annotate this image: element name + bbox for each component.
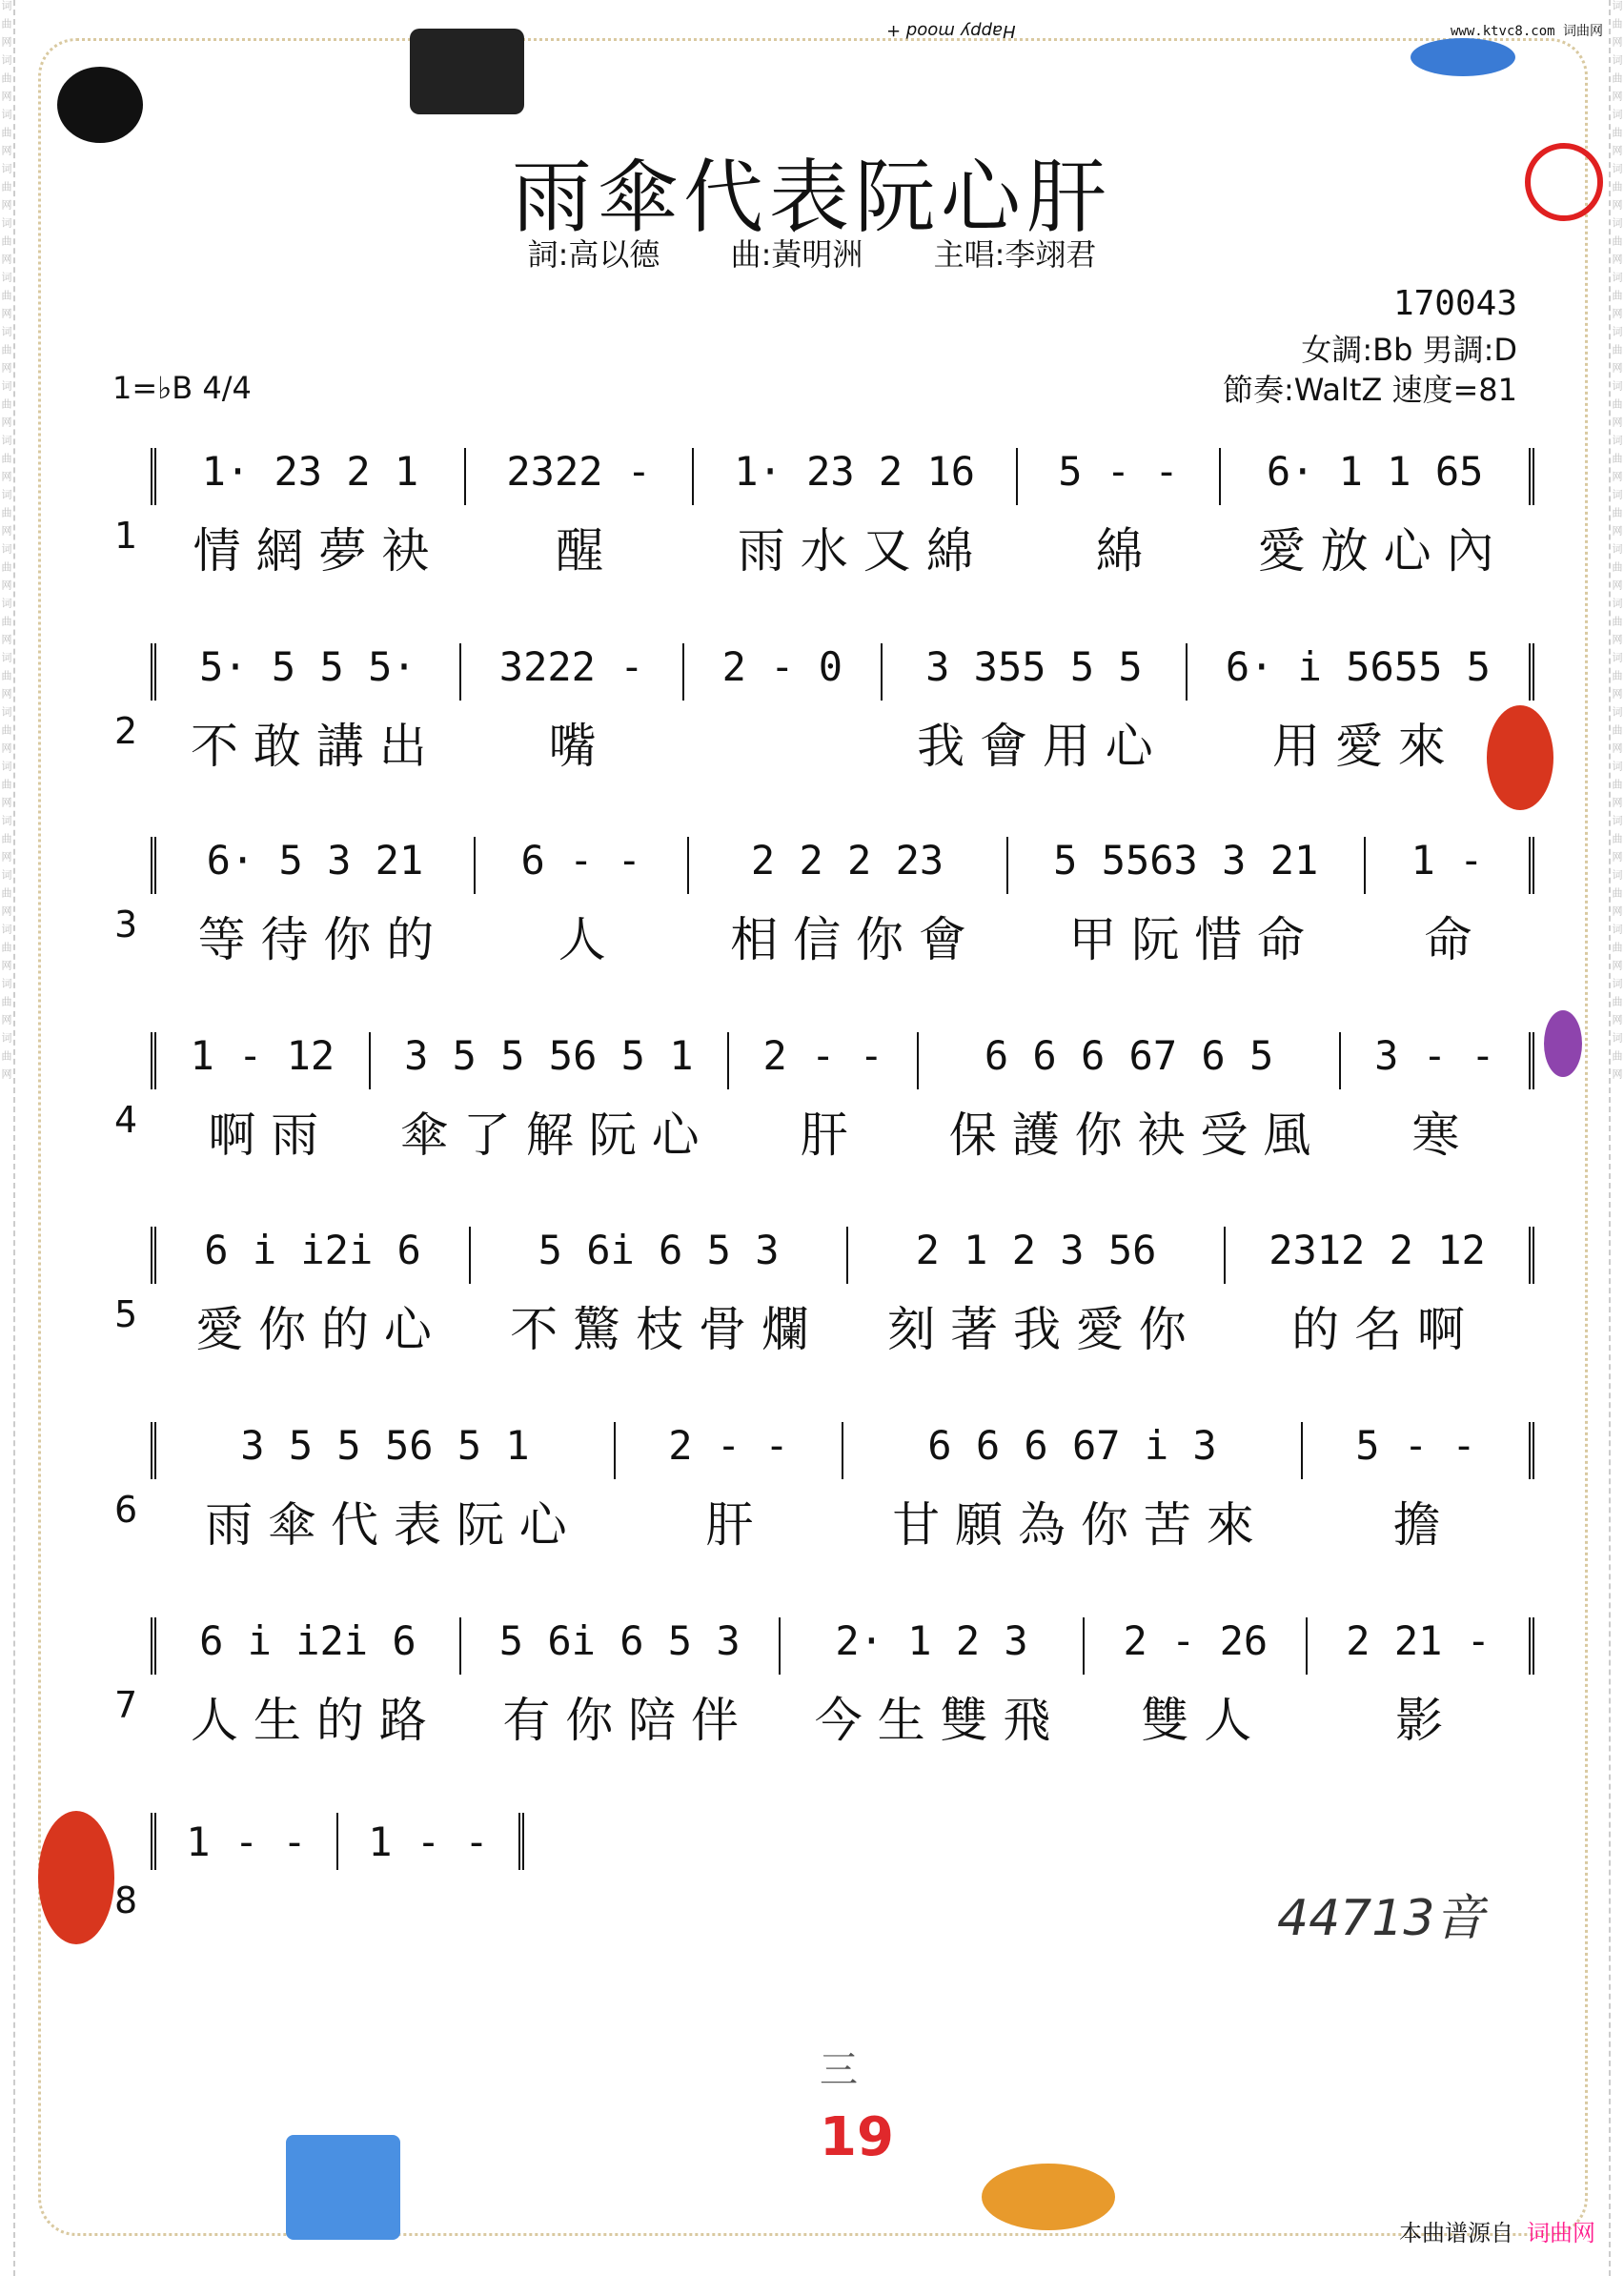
measure-column <box>371 1032 729 1163</box>
lyric-segment: 擔 <box>1392 1497 1441 1553</box>
measure-column <box>156 1032 371 1163</box>
song-title: 雨傘代表阮心肝 <box>511 151 1112 244</box>
measure-column <box>1008 837 1366 967</box>
row-number: 7 <box>114 1684 138 1726</box>
key-signature: 1=♭B 4/4 <box>112 370 252 406</box>
measure: 6 i i2i 6 <box>199 1617 416 1664</box>
measure: 2 1 2 3 56 <box>915 1227 1157 1273</box>
lyric-segment: 肝 <box>800 1108 848 1163</box>
measure: 1 - 12 <box>190 1032 335 1079</box>
measure: 5 6i 6 5 3 <box>538 1227 780 1273</box>
lyric-segment: 命 <box>1424 912 1472 967</box>
measure-column <box>1085 1617 1308 1748</box>
measure: 2 - 0 <box>721 643 842 690</box>
measure-column <box>729 1032 919 1163</box>
measure: 1 - - <box>368 1818 489 1865</box>
measure-column <box>156 1422 616 1553</box>
measure-column <box>684 643 883 701</box>
measure-column <box>848 1227 1226 1357</box>
lyric-segment: 愛 你 的 心 <box>195 1302 432 1357</box>
lyric-segment: 有 你 陪 伴 <box>502 1693 740 1748</box>
measure: 3222 - <box>498 643 644 690</box>
measure-column <box>1226 1227 1529 1357</box>
lyric-segment: 不 敢 講 出 <box>191 719 427 774</box>
lyric-segment: 啊 雨 <box>208 1108 319 1163</box>
notation-line <box>151 1032 1534 1163</box>
row-number: 8 <box>114 1880 138 1921</box>
lyric-segment: 今 生 雙 飛 <box>814 1693 1051 1748</box>
lyric-segment: 雙 人 <box>1141 1693 1252 1748</box>
measure: 2 21 - <box>1346 1617 1491 1664</box>
measure: 6· 5 3 21 <box>206 837 424 884</box>
site-url: www.ktvc8.com 词曲网 <box>1450 24 1603 39</box>
measure-column <box>156 1227 471 1357</box>
lyric-segment: 人 生 的 路 <box>191 1693 427 1748</box>
notation-line <box>151 448 1534 579</box>
measure: 5· 5 5 5· <box>199 643 416 690</box>
row-number: 4 <box>114 1099 138 1141</box>
notation-line <box>151 1227 1534 1357</box>
measure: 5 6i 6 5 3 <box>498 1617 741 1664</box>
lyric-segment: 影 <box>1395 1693 1444 1748</box>
measure: 2322 - <box>506 448 652 495</box>
measure-column <box>843 1422 1303 1553</box>
measure-column <box>781 1617 1086 1748</box>
page-number: 19 <box>820 2106 894 2168</box>
notation-line <box>151 1422 1534 1553</box>
lyric-segment: 醒 <box>556 523 604 579</box>
measure-column <box>1221 448 1529 579</box>
lyric-segment: 的 名 啊 <box>1291 1302 1465 1357</box>
composer: 曲:黃明洲 <box>730 236 863 273</box>
measure-column <box>466 448 694 579</box>
lyric-segment: 肝 <box>705 1497 754 1553</box>
measure: 2· 1 2 3 <box>835 1617 1028 1664</box>
measure-column <box>616 1422 843 1553</box>
notation-line <box>151 837 1534 967</box>
measure-column <box>1188 643 1529 774</box>
measure: 6 i i2i 6 <box>204 1227 421 1273</box>
piano-icon <box>410 29 524 114</box>
measure-column <box>156 837 476 967</box>
measure: 6· i 5655 5 <box>1225 643 1491 690</box>
measure: 2 - - <box>668 1422 789 1469</box>
measure-column <box>694 448 1018 579</box>
notation-line <box>151 1813 524 1870</box>
top-hat-icon <box>57 67 143 143</box>
measure: 2312 2 12 <box>1269 1227 1486 1273</box>
measure: 1 - <box>1411 837 1484 884</box>
mustache-icon <box>1411 38 1515 76</box>
lyricist: 詞:高以德 <box>527 236 660 273</box>
lyric-segment: 甘 願 為 你 苦 來 <box>892 1497 1254 1553</box>
lyric-segment: 甲 阮 惜 命 <box>1068 912 1306 967</box>
measure: 5 5563 3 21 <box>1053 837 1319 884</box>
lyric-segment: 人 <box>558 912 606 967</box>
measure: 1· 23 2 1 <box>201 448 419 495</box>
row-number: 3 <box>114 904 138 945</box>
lyric-segment: 寒 <box>1411 1108 1460 1163</box>
row-number: 5 <box>114 1293 138 1335</box>
measure: 5 - - <box>1058 448 1179 495</box>
lyric-segment: 綿 <box>1095 523 1144 579</box>
measure: 6 6 6 67 i 3 <box>927 1422 1217 1469</box>
measure: 6 6 6 67 6 5 <box>984 1032 1274 1079</box>
key-info: 女調:Bb 男調:D <box>1301 332 1517 368</box>
handwritten-note: 44713音 <box>1277 1890 1485 1947</box>
measure-column <box>689 837 1008 967</box>
measure-column <box>1341 1032 1529 1163</box>
measure-column <box>883 643 1188 774</box>
lyric-segment: 用 愛 來 <box>1271 719 1446 774</box>
measure: 2 2 2 23 <box>750 837 944 884</box>
measure-column <box>156 1617 461 1748</box>
handwritten-mark: 三 <box>820 2048 858 2092</box>
measure-column <box>156 643 461 774</box>
measure: 5 - - <box>1355 1422 1476 1469</box>
lyric-segment: 情 網 夢 袂 <box>193 523 430 579</box>
measure: 1· 23 2 16 <box>734 448 976 495</box>
credits <box>0 231 1624 274</box>
measure-column <box>156 1813 338 1870</box>
measure-column <box>338 1813 518 1870</box>
lyric-segment: 保 護 你 袂 受 風 <box>948 1108 1311 1163</box>
measure-column <box>1366 837 1529 967</box>
lyric-segment: 傘 了 解 阮 心 <box>400 1108 700 1163</box>
measure-column <box>476 837 689 967</box>
measure: 2 - - <box>762 1032 883 1079</box>
rhythm-tempo: 節奏:WaltZ 速度=81 <box>1222 372 1517 408</box>
row-number: 2 <box>114 710 138 752</box>
measure-column <box>471 1227 848 1357</box>
measure-column <box>461 643 684 774</box>
lyric-segment: 刻 著 我 愛 你 <box>887 1302 1187 1357</box>
measure-column <box>919 1032 1340 1163</box>
lyric-segment: 雨 水 又 綿 <box>737 523 974 579</box>
watermark-sidebar-left: 词曲网词曲网词曲网词曲网词曲网词曲网词曲网词曲网词曲网词曲网词曲网词曲网词曲网词曲网词曲网词曲网词曲网词曲网词曲网词曲网 <box>0 0 15 2276</box>
measure: 3 355 5 5 <box>925 643 1143 690</box>
lyric-segment: 我 會 用 心 <box>917 719 1153 774</box>
measure-column <box>156 448 466 579</box>
measure-column <box>461 1617 781 1748</box>
measure-column <box>1308 1617 1529 1748</box>
measure: 2 - 26 <box>1123 1617 1269 1664</box>
lyric-segment: 嘴 <box>548 719 597 774</box>
mustache-icon-2 <box>1544 1010 1582 1077</box>
measure-column <box>1303 1422 1529 1553</box>
measure: 6· 1 1 65 <box>1266 448 1484 495</box>
watermark-sidebar-right: 词曲网词曲网词曲网词曲网词曲网词曲网词曲网词曲网词曲网词曲网词曲网词曲网词曲网词曲网词曲网词曲网词曲网词曲网词曲网词曲网 <box>1609 0 1624 2276</box>
measure: 3 - - <box>1374 1032 1495 1079</box>
row-number: 6 <box>114 1489 138 1531</box>
lyric-segment: 等 待 你 的 <box>197 912 435 967</box>
notation-line <box>151 643 1534 774</box>
piano-icon-2 <box>286 2135 400 2240</box>
singer: 主唱:李翊君 <box>933 236 1097 273</box>
source-credit: 本曲谱源自 词曲网 <box>1399 2220 1595 2246</box>
measure: 1 - - <box>186 1818 307 1865</box>
song-code: 170043 <box>1392 284 1517 323</box>
happy-mood-text: Happy mood + <box>886 21 1016 41</box>
lyric-segment: 相 信 你 會 <box>730 912 966 967</box>
measure: 3 5 5 56 5 1 <box>240 1422 530 1469</box>
measure-column <box>1018 448 1222 579</box>
notation-line <box>151 1617 1534 1748</box>
lyric-segment: 不 驚 枝 骨 爛 <box>510 1302 809 1357</box>
lyric-segment: 雨 傘 代 表 阮 心 <box>205 1497 567 1553</box>
violin-icon-2 <box>38 1811 114 1944</box>
saxophone-icon <box>982 2164 1115 2230</box>
row-number: 1 <box>114 515 138 557</box>
lyric-segment: 愛 放 心 內 <box>1257 523 1494 579</box>
measure: 3 5 5 56 5 1 <box>404 1032 694 1079</box>
measure: 6 - - <box>520 837 641 884</box>
